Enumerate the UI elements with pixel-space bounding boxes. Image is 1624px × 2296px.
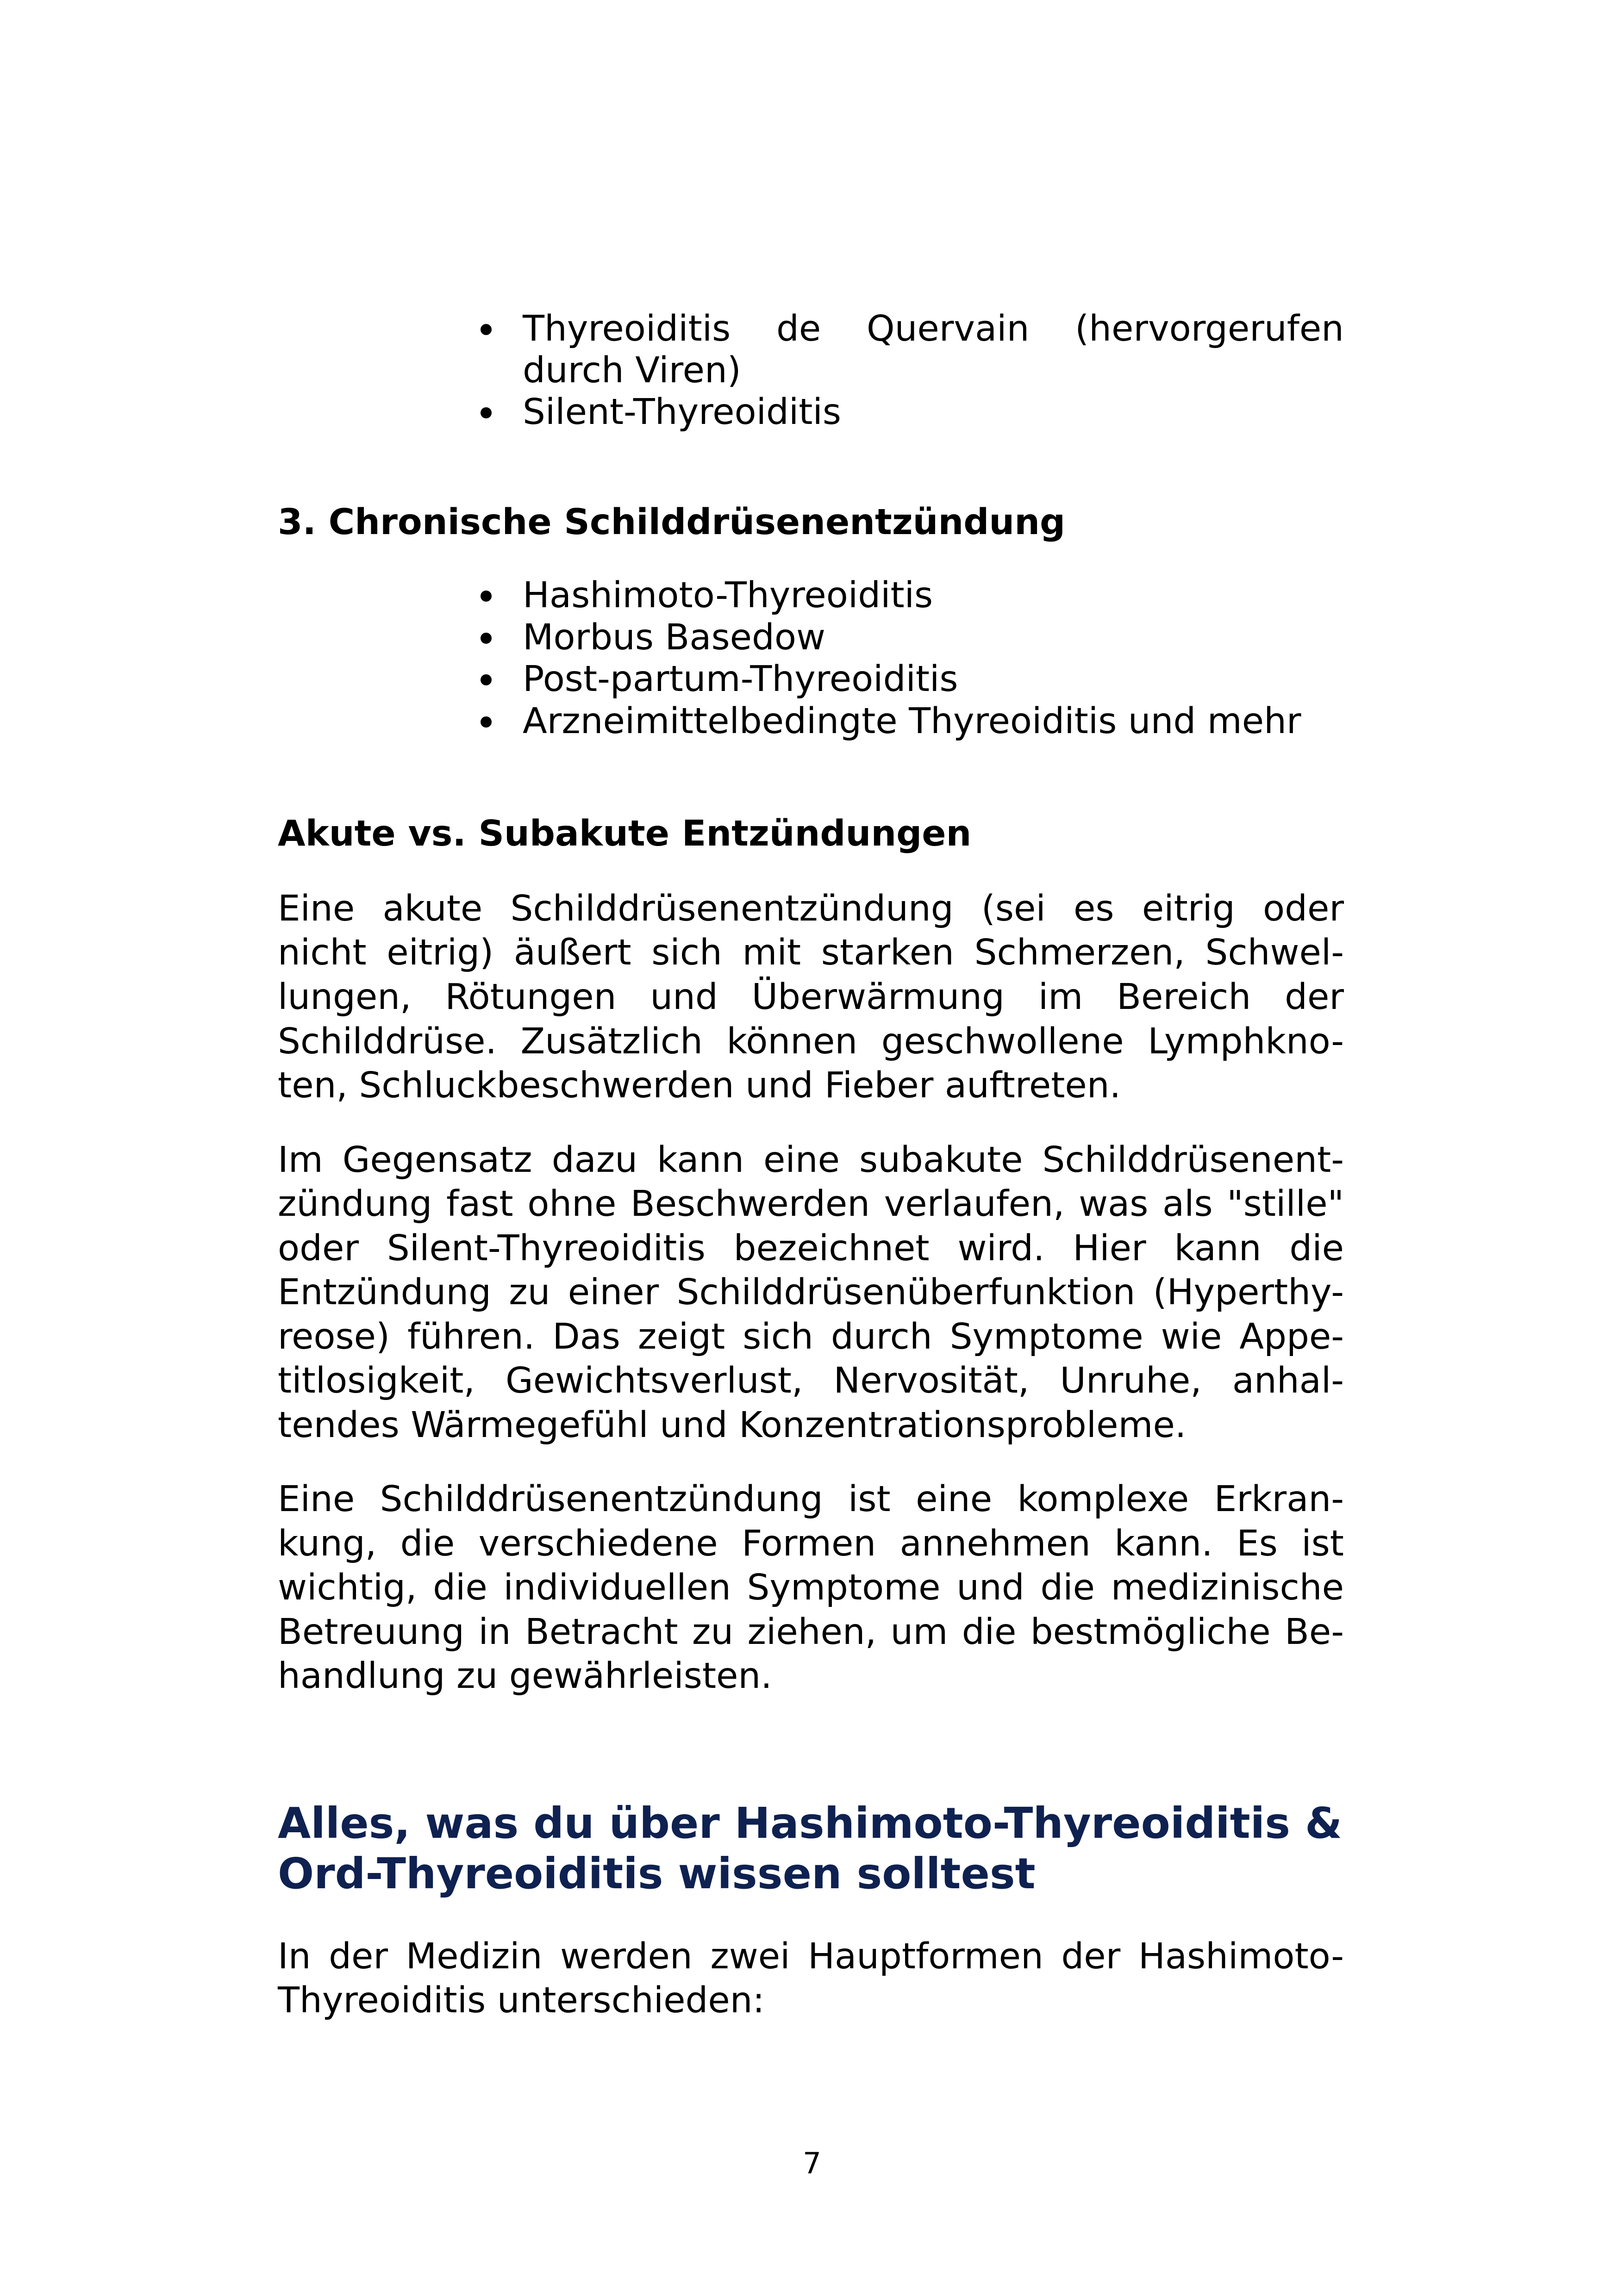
paragraph-line: Thyreoiditis unterschieden: (278, 1980, 765, 2021)
list-item: Arzneimittelbedingte Thyreoiditis und mehr (523, 701, 1301, 742)
paragraph-line: wichtig, die individuellen Symptome und die medizinische (278, 1567, 1344, 1608)
paragraph-line: Betreuung in Betracht zu ziehen, um die bestmögliche Be- (278, 1612, 1344, 1653)
paragraph-line: tendes Wärmegefühl und Konzentrationsprobleme. (278, 1405, 1187, 1446)
bullet-icon (481, 324, 492, 335)
bullet-icon (481, 633, 492, 644)
section-heading: Akute vs. Subakute Entzündungen (278, 813, 972, 854)
paragraph-line: Entzündung zu einer Schilddrüsenüberfunktion (Hyperthy- (278, 1272, 1344, 1313)
list-item-line: Silent-Thyreoiditis (523, 392, 841, 433)
paragraph-line: titlosigkeit, Gewichtsverlust, Nervosität, Unruhe, anhal- (278, 1360, 1344, 1401)
paragraph-line: oder Silent-Thyreoiditis bezeichnet wird. Hier kann die (278, 1228, 1344, 1269)
paragraph-line: reose) führen. Das zeigt sich durch Symptome wie Appe- (278, 1316, 1344, 1357)
chapter-heading-line: Alles, was du über Hashimoto-Thyreoiditis & (278, 1798, 1343, 1848)
list-item: Post-partum-Thyreoiditis (523, 659, 958, 700)
paragraph-line: nicht eitrig) äußert sich mit starken Schmerzen, Schwel- (278, 932, 1344, 973)
bullet-icon (481, 591, 492, 602)
list-item-line: durch Viren) (523, 350, 741, 391)
paragraph-line: kung, die verschiedene Formen annehmen kann. Es ist (278, 1523, 1344, 1564)
chapter-heading-line: Ord-Thyreoiditis wissen solltest (278, 1849, 1036, 1898)
bullet-icon (481, 716, 492, 728)
paragraph-line: Schilddrüse. Zusätzlich können geschwollene Lymphkno- (278, 1021, 1344, 1062)
bullet-icon (481, 407, 492, 418)
list-item: Hashimoto-Thyreoiditis (523, 575, 933, 616)
paragraph-line: Im Gegensatz dazu kann eine subakute Schilddrüsenent- (278, 1139, 1344, 1181)
bullet-icon (481, 674, 492, 685)
section-heading: 3. Chronische Schilddrüsenentzündung (278, 502, 1066, 543)
paragraph-line: handlung zu gewährleisten. (278, 1655, 772, 1697)
paragraph-line: Eine Schilddrüsenentzündung ist eine komplexe Erkran- (278, 1479, 1344, 1520)
paragraph-line: In der Medizin werden zwei Hauptformen der Hashimoto- (278, 1936, 1344, 1977)
list-item-line: Thyreoiditis de Quervain (hervorgerufen (523, 308, 1344, 349)
list-item: Morbus Basedow (523, 617, 825, 658)
paragraph-line: Eine akute Schilddrüsenentzündung (sei es eitrig oder (278, 888, 1344, 929)
paragraph-line: ten, Schluckbeschwerden und Fieber auftreten. (278, 1065, 1121, 1106)
page-number: 7 (802, 2147, 822, 2180)
paragraph-line: zündung fast ohne Beschwerden verlaufen, was als "stille" (278, 1183, 1344, 1225)
paragraph-line: lungen, Rötungen und Überwärmung im Bereich der (278, 977, 1344, 1018)
